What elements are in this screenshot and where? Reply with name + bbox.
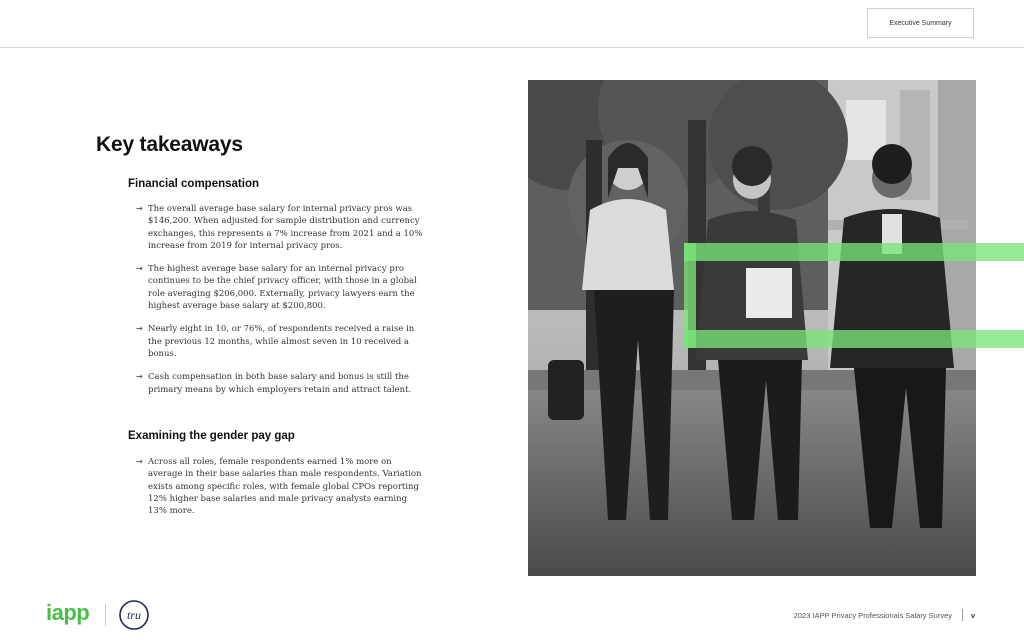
list-item: → Cash compensation in both base salary and bonus is still the primary means by which employers retain and attract talent. (136, 372, 412, 395)
financial-compensation-heading: Financial compensation (128, 178, 259, 190)
logo-divider (105, 604, 106, 626)
gender-pay-gap-heading: Examining the gender pay gap (128, 430, 295, 442)
arrow-right-icon: → (136, 264, 143, 274)
tru-logo-text: tru (126, 608, 142, 622)
green-accent-band-top (684, 243, 1024, 261)
list-item: → The highest average base salary for an internal privacy pro continues to be the chief privacy officer, with those in a global role averaging $206,000. Externally, privacy lawyers earn the highest average base salary at $200,800. (136, 264, 417, 312)
arrow-right-icon: → (136, 324, 143, 334)
survey-title: 2023 IAPP Privacy Professionals Salary Survey (793, 611, 952, 620)
green-accent-band-bottom (684, 330, 1024, 348)
iapp-logo: iapp (46, 600, 90, 625)
tru-logo (116, 599, 152, 636)
arrow-right-icon: → (136, 372, 143, 382)
gender-pay-gap-list (136, 456, 426, 528)
executive-summary-tab[interactable]: Executive Summary (867, 8, 974, 38)
list-item: → Nearly eight in 10, or 76%, of respondents received a raise in the previous 12 months, while almost seven in 10 received a bonus. (136, 324, 415, 359)
photo-three-colleagues-walking (528, 80, 976, 576)
financial-compensation-list (136, 203, 426, 407)
header-divider (0, 47, 1024, 48)
page-number: v (971, 611, 976, 620)
green-accent-band-left (684, 243, 696, 348)
arrow-right-icon: → (136, 204, 143, 213)
page-title: Key takeaways (96, 133, 243, 156)
list-item: → The overall average base salary for internal privacy pros was $146,200. When adjusted for sample distribution and currency exchanges, this represents a 7% increase from 2021 and a 10% increase from 2019 for internal privacy pros. (136, 204, 423, 251)
footer-divider (962, 609, 963, 621)
list-item: → Across all roles, female respondents earned 1% more on average in their base salaries than male respondents. Variation exists among specific roles, with female global CPOs reporting 12% higher base salaries and male privacy analysts earning 13% more. (136, 457, 422, 517)
arrow-right-icon: → (136, 457, 143, 466)
